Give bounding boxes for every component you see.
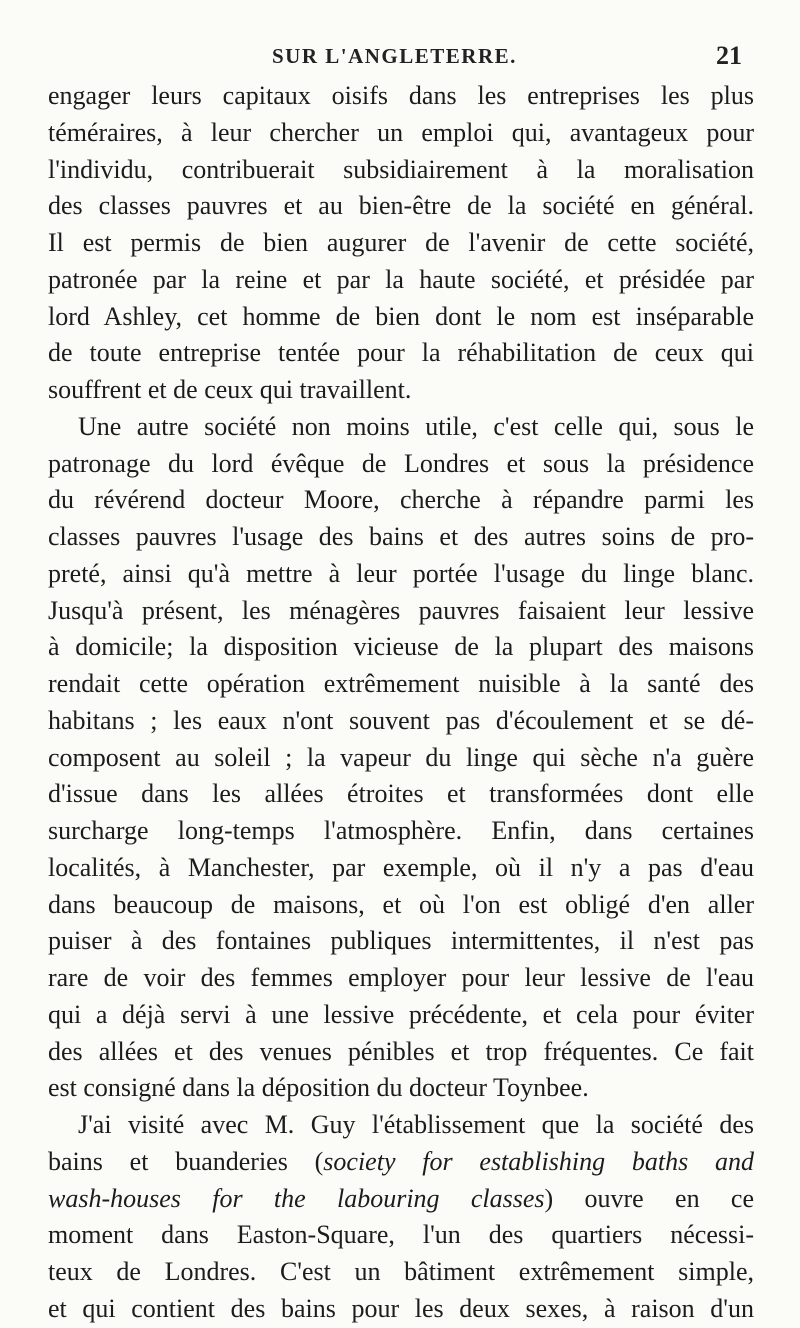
text-line: souffrent et de ceux qui travaillent. xyxy=(48,375,412,404)
page-number: 21 xyxy=(716,41,742,70)
text-line: Jusqu'à présent, les ménagères pauvres faisaient leur lessive xyxy=(48,595,754,625)
text-line: classes pauvres l'usage des bains et des autres soins de pro- xyxy=(48,522,754,551)
running-head: SUR L'ANGLETERRE. xyxy=(272,44,517,68)
text-line: J'ai visité avec M. Guy l'établissement que la société des xyxy=(78,1110,754,1139)
text-line: Une autre société non moins utile, c'est celle qui, sous le xyxy=(78,411,754,441)
text-line: preté, ainsi qu'à mettre à leur portée l'usage du linge blanc. xyxy=(48,558,754,588)
italic-text: wash-houses for the labouring classes xyxy=(48,1183,545,1213)
text-line: teux de Londres. C'est un bâtiment extrêmement simple, xyxy=(48,1257,754,1286)
text-line: engager leurs capitaux oisifs dans les entreprises les plus xyxy=(48,81,754,110)
text-line: et qui contient des bains pour les deux sexes, à raison d'un xyxy=(48,1293,754,1323)
text-line: dans beaucoup de maisons, et où l'on est obligé d'en aller xyxy=(48,889,754,919)
text-line: de toute entreprise tentée pour la réhabilitation de ceux qui xyxy=(48,338,754,368)
text-line: patronage du lord évêque de Londres et sous la présidence xyxy=(48,448,754,478)
text-line: à domicile; la disposition vicieuse de la plupart des maisons xyxy=(48,632,754,662)
text-span: bains et buanderies ( xyxy=(48,1146,324,1176)
text-line: des allées et des venues pénibles et trop fréquentes. Ce fait xyxy=(48,1036,754,1066)
text-line: rendait cette opération extrêmement nuisible à la santé des xyxy=(48,669,754,698)
text-line: habitans ; les eaux n'ont souvent pas d'écoulement et se dé- xyxy=(48,705,754,735)
text-line: surcharge long-temps l'atmosphère. Enfin, dans certaines xyxy=(48,816,754,845)
text-line: qui a déjà servi à une lessive précédente, et cela pour éviter xyxy=(48,999,754,1029)
italic-text: society for establishing baths and xyxy=(323,1146,754,1176)
text-line: est consigné dans la déposition du docteur Toynbee. xyxy=(48,1073,589,1103)
text-line: composent au soleil ; la vapeur du linge qui sèche n'a guère xyxy=(48,742,754,772)
text-line: moment dans Easton-Square, l'un des quartiers nécessi- xyxy=(48,1220,754,1250)
body-text xyxy=(48,78,754,1328)
text-line: d'issue dans les allées étroites et transformées dont elle xyxy=(48,779,754,809)
text-line: téméraires, à leur chercher un emploi qui, avantageux pour xyxy=(48,117,754,147)
text-line xyxy=(48,1181,754,1218)
text-line: puiser à des fontaines publiques intermittentes, il n'est pas xyxy=(48,926,754,956)
text-span: ) ouvre en ce xyxy=(544,1183,754,1213)
text-line: Il est permis de bien augurer de l'avenir de cette société, xyxy=(48,228,754,257)
text-line: lord Ashley, cet homme de bien dont le nom est inséparable xyxy=(48,301,754,331)
text-line: des classes pauvres et au bien-être de la société en général. xyxy=(48,191,754,221)
page-header xyxy=(0,41,800,74)
text-line: du révérend docteur Moore, cherche à répandre parmi les xyxy=(48,485,754,515)
text-line xyxy=(48,1144,754,1181)
text-line: localités, à Manchester, par exemple, où il n'y a pas d'eau xyxy=(48,852,754,882)
text-line: patronée par la reine et par la haute société, et présidée par xyxy=(48,264,754,294)
text-line: l'individu, contribuerait subsidiairement à la moralisation xyxy=(48,154,754,184)
text-line: rare de voir des femmes employer pour leur lessive de l'eau xyxy=(48,963,754,992)
